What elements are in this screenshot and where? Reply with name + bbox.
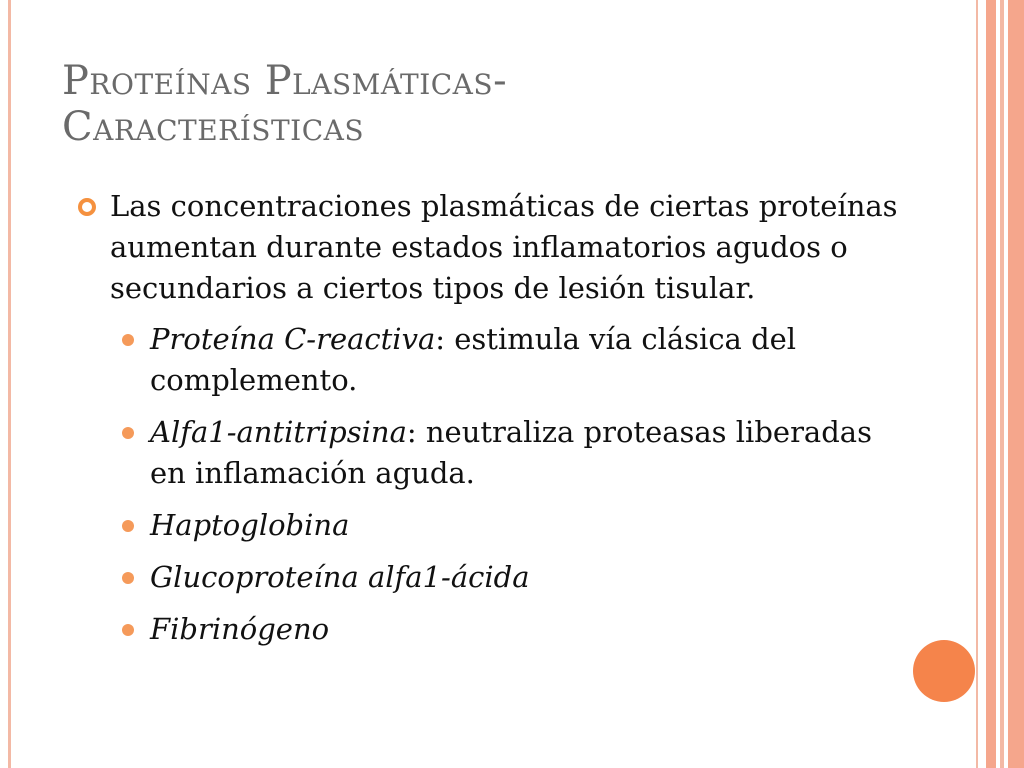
stripe [976, 0, 978, 768]
protein-description: : neutraliza proteasas liberadas en inflamación aguda. [150, 415, 872, 490]
list-item [78, 319, 910, 401]
ring-bullet-icon [78, 198, 96, 216]
protein-term: Proteína C-reactiva [150, 322, 436, 356]
dot-bullet-icon [122, 520, 134, 532]
title-line-2: Características [62, 104, 365, 150]
list-item [78, 609, 910, 650]
dot-bullet-icon [122, 334, 134, 346]
dot-bullet-icon [122, 427, 134, 439]
slide-title [62, 58, 942, 150]
stripe [986, 0, 996, 768]
main-bullet [78, 186, 940, 309]
protein-term: Haptoglobina [150, 508, 350, 542]
right-decorative-stripes [976, 0, 1024, 768]
protein-term: Fibrinógeno [150, 612, 330, 646]
main-bullet-text: Las concentraciones plasmáticas de ciertas proteínas aumentan durante estados inflamatorios agudos o secundarios a ciertos tipos de lesión tisular. [110, 189, 898, 305]
list-item [78, 505, 910, 546]
stripe [1008, 0, 1024, 768]
protein-description: : estimula vía clásica del complemento. [150, 322, 797, 397]
protein-term: Alfa1-antitripsina [150, 415, 407, 449]
dot-bullet-icon [122, 572, 134, 584]
decorative-circle-icon [913, 640, 975, 702]
dot-bullet-icon [122, 624, 134, 636]
title-line-1: Proteínas Plasmáticas- [62, 58, 508, 104]
list-item [78, 412, 910, 494]
list-item [78, 557, 910, 598]
left-border-line [8, 0, 11, 768]
slide-content [78, 186, 958, 661]
sub-bullet-list [78, 319, 958, 650]
protein-term: Glucoproteína alfa1-ácida [150, 560, 530, 594]
stripe [1000, 0, 1004, 768]
